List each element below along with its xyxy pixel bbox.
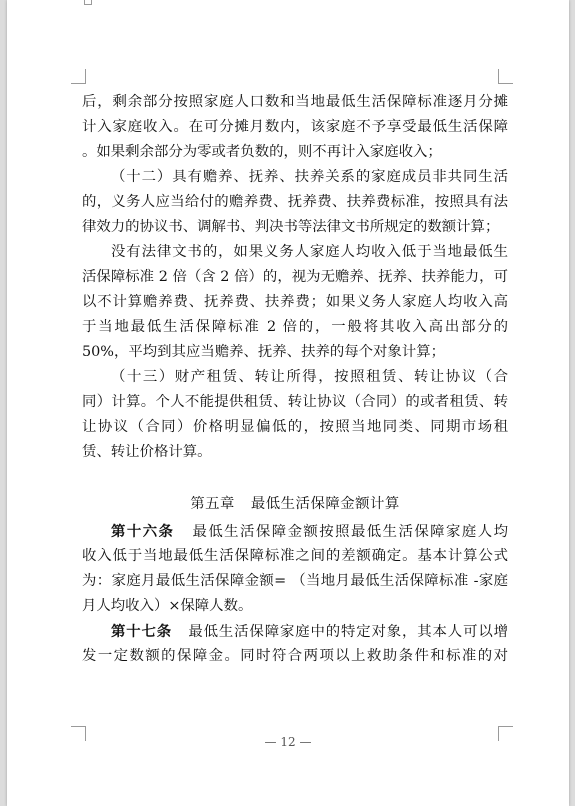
text-line: 为：家庭月最低生活保障金额= （当地月最低生活保障标准 -家庭 [82, 573, 508, 589]
text-line: （十二）具有赡养、抚养、扶养关系的家庭成员非共同生活 [111, 169, 508, 185]
text-line: 后，剩余部分按照家庭人口数和当地最低生活保障标准逐月分摊 [82, 94, 508, 110]
chapter-heading [82, 492, 508, 519]
margin-corner-top-left [71, 69, 86, 84]
article-17-first-line [82, 619, 508, 644]
text-line: 收入低于当地最低生活保障标准之间的差额确定。基本计算公式 [82, 548, 508, 564]
document-page [7, 0, 569, 806]
spacer [82, 465, 508, 492]
text-line: 没有法律文书的，如果义务人家庭人均收入低于当地最低生 [111, 244, 508, 260]
text-line: （十三）财产租赁、转让所得，按照租赁、转让协议（合 [111, 369, 508, 385]
text-line: 让协议（合同）价格明显偏低的，按照当地同类、同期市场租 [82, 419, 508, 435]
page-body [82, 90, 508, 669]
margin-corner-top-right [498, 69, 513, 84]
text-line: 于当地最低生活保障标准 2 倍的，一般将其收入高出部分的 [82, 319, 508, 335]
text-line: 同）计算。个人不能提供租赁、转让协议（合同）的或者租赁、转 [82, 394, 508, 410]
chapter-label: 第五章 [190, 496, 235, 512]
page-top-marker [84, 0, 92, 5]
text-line: 赁、转让价格计算。 [82, 444, 212, 460]
text-line: 的，义务人应当给付的赡养费、抚养费、扶养费标准，按照具有法 [82, 194, 508, 210]
article-17-label: 第十七条 [111, 623, 173, 640]
text-line: 发一定数额的保障金。同时符合两项以上救助条件和标准的对 [82, 648, 508, 664]
text-line: 。如果剩余部分为零或者负数的，则不再计入家庭收入； [82, 144, 442, 160]
text-line: 计入家庭收入。在可分摊月数内，该家庭不予享受最低生活保障 [82, 119, 508, 135]
text-line: 以不计算赡养费、抚养费、扶养费；如果义务人家庭人均收入高 [82, 294, 508, 310]
page-number: — 12 — [264, 735, 312, 749]
text-line: 50%，平均到其应当赡养、抚养、扶养的每个对象计算； [82, 344, 445, 360]
text-line: 活保障标准 2 倍（含 2 倍）的，视为无赡养、抚养、扶养能力，可 [82, 269, 508, 285]
article-17-text: 最低生活保障家庭中的特定对象，其本人可以增 [188, 624, 508, 640]
text-line: 律效力的协议书、调解书、判决书等法律文书所规定的数额计算； [82, 219, 500, 235]
article-16-label: 第十六条 [111, 523, 175, 540]
article-16-text: 最低生活保障金额按照最低生活保障家庭人均 [192, 524, 508, 540]
text-line: 月人均收入）×保障人数。 [82, 598, 253, 614]
chapter-title: 最低生活保障金额计算 [250, 496, 400, 512]
article-16-first-line [82, 519, 508, 544]
